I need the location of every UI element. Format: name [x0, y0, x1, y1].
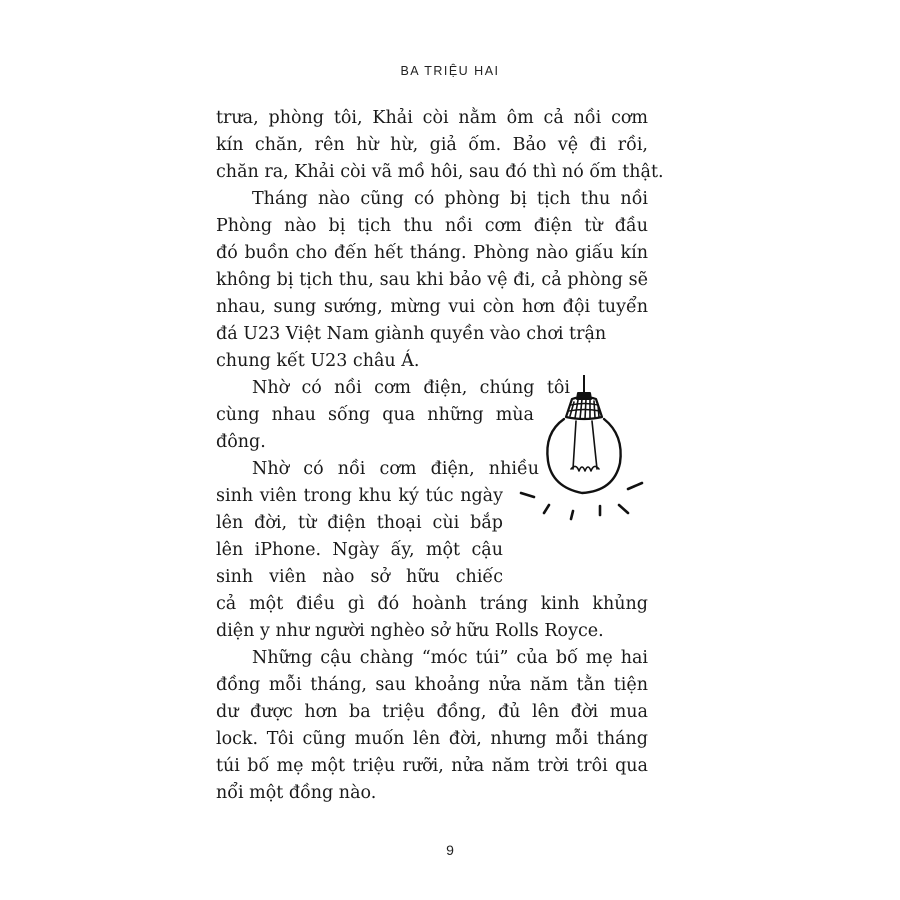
text-line: túi bố mẹ một triệu rưỡi, nửa năm trời trôi qua	[216, 756, 648, 776]
text-line: Nhờ có nồi cơm điện, chúng tôi	[252, 378, 570, 398]
text-line: chăn ra, Khải còi vã mồ hôi, sau đó thì nó ốm thật.	[216, 162, 664, 182]
text-line: cùng nhau sống qua những mùa	[216, 405, 534, 425]
text-line: lên iPhone. Ngày ấy, một cậu	[216, 540, 503, 560]
text-line: cả một điều gì đó hoành tráng kinh khủng	[216, 594, 648, 614]
text-line: sinh viên nào sở hữu chiếc	[216, 567, 503, 587]
text-line: dư được hơn ba triệu đồng, đủ lên đời mua	[216, 702, 648, 722]
text-line: không bị tịch thu, sau khi bảo vệ đi, cả phòng sẽ	[216, 270, 648, 290]
text-line: Tháng nào cũng có phòng bị tịch thu nồi	[252, 189, 648, 209]
text-line: chung kết U23 châu Á.	[216, 351, 420, 371]
running-head: BA TRIỆU HAI	[400, 64, 500, 78]
text-line: sinh viên trong khu ký túc ngày	[216, 486, 503, 506]
paragraph-1	[216, 105, 664, 186]
text-line: đó buồn cho đến hết tháng. Phòng nào giấu kín	[216, 243, 648, 263]
page-number: 9	[446, 842, 454, 858]
text-line: nổi một đồng nào.	[216, 783, 377, 803]
text-line: đá U23 Việt Nam giành quyền vào chơi trận	[216, 324, 607, 344]
text-line: lên đời, từ điện thoại cùi bắp	[216, 513, 503, 533]
text-line: trưa, phòng tôi, Khải còi nằm ôm cả nồi cơm	[216, 108, 648, 128]
light-bulb-icon	[518, 375, 650, 535]
text-line: Nhờ có nồi cơm điện, nhiều	[252, 459, 539, 479]
text-line: lock. Tôi cũng muốn lên đời, nhưng mỗi tháng	[216, 729, 648, 749]
paragraph-2	[216, 186, 648, 375]
text-line: Những cậu chàng “móc túi” của bố mẹ hai	[252, 648, 648, 668]
text-line: đông.	[216, 432, 266, 452]
text-line: đồng mỗi tháng, sau khoảng nửa năm tằn tiện	[216, 675, 648, 695]
paragraph-5	[216, 645, 648, 807]
text-line: Phòng nào bị tịch thu nồi cơm điện từ đầu	[216, 216, 648, 236]
text-line: kín chăn, rên hừ hừ, giả ốm. Bảo vệ đi rồi,	[216, 135, 648, 155]
text-line: diện y như người nghèo sở hữu Rolls Royce.	[216, 621, 604, 641]
text-line: nhau, sung sướng, mừng vui còn hơn đội tuyển	[216, 297, 648, 317]
